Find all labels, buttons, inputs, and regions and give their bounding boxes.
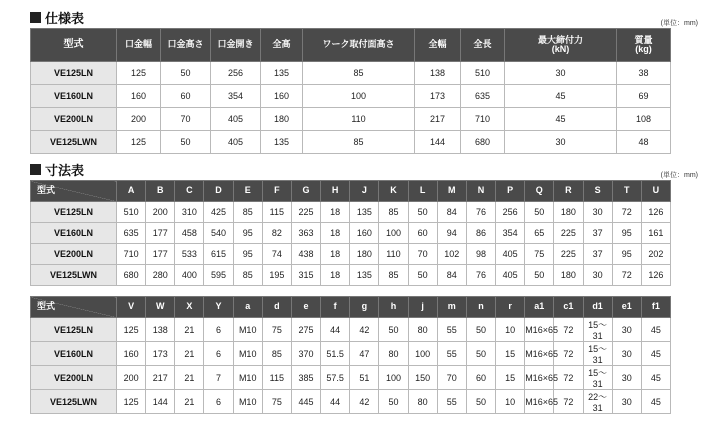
- spec-value-cell: 85: [303, 131, 415, 154]
- model-name-cell: VE125LN: [31, 62, 117, 85]
- dim-value-cell: 95: [233, 223, 262, 244]
- dim-value-cell: 15: [496, 366, 525, 390]
- spec-value-cell: 50: [161, 131, 211, 154]
- dim-value-cell: M16×65: [525, 366, 554, 390]
- spec-value-cell: 256: [211, 62, 261, 85]
- dim-value-cell: 50: [466, 390, 495, 414]
- model-name-cell: VE125LWN: [31, 265, 117, 286]
- dim-value-cell: 225: [554, 223, 583, 244]
- dim-value-cell: 115: [262, 202, 291, 223]
- spec-value-cell: 138: [415, 62, 461, 85]
- dim-value-cell: 45: [641, 390, 670, 414]
- model-name-cell: VE200LN: [31, 108, 117, 131]
- dim-value-cell: 354: [496, 223, 525, 244]
- spec-title: 仕様表: [45, 11, 85, 26]
- dim-value-cell: 126: [641, 202, 670, 223]
- dim-value-cell: 42: [350, 390, 379, 414]
- dim-value-cell: 30: [612, 390, 641, 414]
- dim-value-cell: 135: [350, 202, 379, 223]
- dim-value-cell: 18: [321, 265, 350, 286]
- dim-value-cell: 110: [379, 244, 408, 265]
- dim-value-cell: 18: [321, 244, 350, 265]
- dim-header-cell: f1: [641, 297, 670, 318]
- dim-value-cell: 458: [175, 223, 204, 244]
- dim-value-cell: 95: [612, 223, 641, 244]
- section-square-icon: [30, 12, 41, 23]
- dim-value-cell: 50: [379, 390, 408, 414]
- dim-value-cell: 85: [262, 342, 291, 366]
- dim-value-cell: 45: [641, 318, 670, 342]
- dim-value-cell: 85: [233, 265, 262, 286]
- table-row: [31, 62, 671, 85]
- dim-value-cell: 30: [612, 366, 641, 390]
- spec-value-cell: 50: [161, 62, 211, 85]
- dim-value-cell: 70: [408, 244, 437, 265]
- dim-value-cell: 533: [175, 244, 204, 265]
- dim-value-cell: 438: [291, 244, 320, 265]
- spec-header-cell: ワーク取付面高さ: [303, 29, 415, 62]
- table-row: [31, 108, 671, 131]
- dim-value-cell: 75: [262, 390, 291, 414]
- table-row: [31, 318, 671, 342]
- dim-value-cell: 37: [583, 223, 612, 244]
- dim-value-cell: 84: [437, 202, 466, 223]
- dim-value-cell: 202: [641, 244, 670, 265]
- dim-value-cell: 65: [525, 223, 554, 244]
- dim-header-cell: m: [437, 297, 466, 318]
- dim-value-cell: 200: [146, 202, 175, 223]
- dim-value-cell: 21: [175, 366, 204, 390]
- spec-value-cell: 69: [617, 85, 671, 108]
- dim-header-cell: U: [641, 181, 670, 202]
- spec-value-cell: 30: [505, 62, 617, 85]
- dim-header-cell: d1: [583, 297, 612, 318]
- model-name-cell: VE125LN: [31, 202, 117, 223]
- spec-value-cell: 680: [461, 131, 505, 154]
- spec-value-cell: 510: [461, 62, 505, 85]
- model-name-cell: VE200LN: [31, 366, 117, 390]
- spec-value-cell: 180: [261, 108, 303, 131]
- dim-value-cell: 370: [291, 342, 320, 366]
- dim-header-cell: S: [583, 181, 612, 202]
- model-name-cell: VE200LN: [31, 244, 117, 265]
- table-row: [31, 223, 671, 244]
- dim-value-cell: 95: [233, 244, 262, 265]
- dim-value-cell: 138: [146, 318, 175, 342]
- spec-value-cell: 135: [261, 62, 303, 85]
- spec-value-cell: 135: [261, 131, 303, 154]
- dim-value-cell: 126: [641, 265, 670, 286]
- dim-value-cell: 180: [554, 202, 583, 223]
- dim-value-cell: 510: [117, 202, 146, 223]
- dim-value-cell: 125: [117, 318, 146, 342]
- dim-value-cell: 15～31: [583, 318, 612, 342]
- dim-value-cell: 177: [146, 223, 175, 244]
- dim-value-cell: 102: [437, 244, 466, 265]
- dim-value-cell: 400: [175, 265, 204, 286]
- dim-value-cell: M10: [233, 318, 262, 342]
- dim-value-cell: 22～31: [583, 390, 612, 414]
- dim-value-cell: 80: [379, 342, 408, 366]
- dim-value-cell: 60: [408, 223, 437, 244]
- dim-value-cell: 225: [554, 244, 583, 265]
- dim-value-cell: 595: [204, 265, 233, 286]
- spec-value-cell: 405: [211, 108, 261, 131]
- dim-value-cell: 72: [554, 366, 583, 390]
- dim-header-cell: L: [408, 181, 437, 202]
- dim-header-cell: T: [612, 181, 641, 202]
- dim-value-cell: 82: [262, 223, 291, 244]
- dim-value-cell: 405: [496, 244, 525, 265]
- dim-value-cell: 60: [466, 366, 495, 390]
- dim-value-cell: 180: [554, 265, 583, 286]
- model-name-cell: VE125LN: [31, 318, 117, 342]
- dim-value-cell: M16×65: [525, 390, 554, 414]
- dim-value-cell: 55: [437, 318, 466, 342]
- dim-value-cell: 310: [175, 202, 204, 223]
- dim-value-cell: 37: [583, 244, 612, 265]
- dim-value-cell: 177: [146, 244, 175, 265]
- model-name-cell: VE160LN: [31, 342, 117, 366]
- dim-header-cell: e1: [612, 297, 641, 318]
- dim-header-cell: F: [262, 181, 291, 202]
- table-row: [31, 265, 671, 286]
- dim-value-cell: 50: [379, 318, 408, 342]
- dim-value-cell: 195: [262, 265, 291, 286]
- dim-value-cell: 144: [146, 390, 175, 414]
- dim-value-cell: 125: [117, 390, 146, 414]
- dim-value-cell: 44: [321, 318, 350, 342]
- dim-value-cell: 30: [583, 265, 612, 286]
- dim-header-cell: Y: [204, 297, 233, 318]
- dim-value-cell: 70: [437, 366, 466, 390]
- dim-value-cell: 10: [496, 318, 525, 342]
- dim-value-cell: 363: [291, 223, 320, 244]
- spec-value-cell: 125: [117, 62, 161, 85]
- dims-section-title: [30, 160, 84, 179]
- dim-value-cell: 72: [612, 202, 641, 223]
- spec-header-cell: 全高: [261, 29, 303, 62]
- dim-value-cell: 55: [437, 342, 466, 366]
- dim-value-cell: 15～31: [583, 342, 612, 366]
- dim-header-cell: g: [350, 297, 379, 318]
- dim-value-cell: 280: [146, 265, 175, 286]
- dims-table-1: [30, 180, 671, 286]
- dim-value-cell: M16×65: [525, 318, 554, 342]
- dim-value-cell: 30: [612, 342, 641, 366]
- dim-header-cell: r: [496, 297, 525, 318]
- spec-header-model: 型式: [31, 29, 117, 62]
- dim-header-cell: D: [204, 181, 233, 202]
- dim-value-cell: 6: [204, 390, 233, 414]
- table-row: [31, 202, 671, 223]
- model-name-cell: VE160LN: [31, 223, 117, 244]
- dim-value-cell: 7: [204, 366, 233, 390]
- dim-header-cell: X: [175, 297, 204, 318]
- dim-value-cell: 425: [204, 202, 233, 223]
- dim-header-cell: c1: [554, 297, 583, 318]
- dim-value-cell: 21: [175, 342, 204, 366]
- spec-value-cell: 710: [461, 108, 505, 131]
- spec-value-cell: 60: [161, 85, 211, 108]
- dim-value-cell: 225: [291, 202, 320, 223]
- dim-value-cell: 85: [233, 202, 262, 223]
- spec-value-cell: 144: [415, 131, 461, 154]
- spec-header-cell: 口金幅: [117, 29, 161, 62]
- dim-value-cell: 50: [408, 265, 437, 286]
- dims-title: 寸法表: [45, 163, 85, 178]
- dim-value-cell: 72: [612, 265, 641, 286]
- dim-value-cell: 50: [466, 342, 495, 366]
- dim-value-cell: 30: [612, 318, 641, 342]
- dim-value-cell: 95: [612, 244, 641, 265]
- dim-value-cell: 55: [437, 390, 466, 414]
- dim-value-cell: 21: [175, 390, 204, 414]
- dim-header-cell: V: [117, 297, 146, 318]
- dim-value-cell: 72: [554, 342, 583, 366]
- dims-table-2: [30, 296, 671, 414]
- spec-value-cell: 108: [617, 108, 671, 131]
- section-square-icon: [30, 164, 41, 175]
- dim-header-cell: R: [554, 181, 583, 202]
- dim-header-cell: j: [408, 297, 437, 318]
- spec-value-cell: 217: [415, 108, 461, 131]
- dim-value-cell: 94: [437, 223, 466, 244]
- spec-value-cell: 48: [617, 131, 671, 154]
- spec-value-cell: 125: [117, 131, 161, 154]
- dim-value-cell: 15: [496, 342, 525, 366]
- spec-unit-note: (単位：mm): [660, 20, 698, 27]
- dim-value-cell: M10: [233, 342, 262, 366]
- dim-value-cell: 80: [408, 318, 437, 342]
- spec-value-cell: 70: [161, 108, 211, 131]
- dim-header-cell: e: [291, 297, 320, 318]
- dim-value-cell: 50: [525, 202, 554, 223]
- dim-value-cell: 200: [117, 366, 146, 390]
- table-row: [31, 390, 671, 414]
- dim-value-cell: 21: [175, 318, 204, 342]
- dim-value-cell: 76: [466, 265, 495, 286]
- spec-header-cell: 最大締付力 (kN): [505, 29, 617, 62]
- model-corner-header: 型式: [31, 297, 117, 318]
- dim-value-cell: 45: [641, 366, 670, 390]
- dim-value-cell: 85: [379, 202, 408, 223]
- dim-header-cell: H: [321, 181, 350, 202]
- table-row: [31, 131, 671, 154]
- dim-value-cell: 100: [379, 366, 408, 390]
- dim-header-cell: C: [175, 181, 204, 202]
- spec-header-cell: 全長: [461, 29, 505, 62]
- model-name-cell: VE125LWN: [31, 390, 117, 414]
- dim-value-cell: 47: [350, 342, 379, 366]
- spec-header-cell: 質量 (kg): [617, 29, 671, 62]
- dim-value-cell: 256: [496, 202, 525, 223]
- dim-value-cell: 100: [379, 223, 408, 244]
- spec-value-cell: 85: [303, 62, 415, 85]
- dim-header-cell: a: [233, 297, 262, 318]
- dim-header-cell: h: [379, 297, 408, 318]
- dim-value-cell: 6: [204, 318, 233, 342]
- spec-value-cell: 45: [505, 108, 617, 131]
- dim-value-cell: 680: [117, 265, 146, 286]
- model-corner-header: 型式: [31, 181, 117, 202]
- dim-value-cell: 18: [321, 223, 350, 244]
- model-name-cell: VE160LN: [31, 85, 117, 108]
- spec-header-cell: 口金開き: [211, 29, 261, 62]
- dim-value-cell: 84: [437, 265, 466, 286]
- dim-header-cell: a1: [525, 297, 554, 318]
- dim-value-cell: 173: [146, 342, 175, 366]
- dim-value-cell: 10: [496, 390, 525, 414]
- dim-header-cell: K: [379, 181, 408, 202]
- table-row: [31, 244, 671, 265]
- dim-value-cell: 160: [117, 342, 146, 366]
- spec-value-cell: 100: [303, 85, 415, 108]
- spec-value-cell: 38: [617, 62, 671, 85]
- spec-value-cell: 200: [117, 108, 161, 131]
- spec-value-cell: 30: [505, 131, 617, 154]
- dim-value-cell: 50: [525, 265, 554, 286]
- dim-header-cell: f: [321, 297, 350, 318]
- spec-value-cell: 173: [415, 85, 461, 108]
- spec-value-cell: 354: [211, 85, 261, 108]
- dim-value-cell: 75: [525, 244, 554, 265]
- dim-value-cell: 445: [291, 390, 320, 414]
- dim-value-cell: 75: [262, 318, 291, 342]
- dim-value-cell: 100: [408, 342, 437, 366]
- spec-value-cell: 160: [117, 85, 161, 108]
- dim-value-cell: 405: [496, 265, 525, 286]
- dim-value-cell: 44: [321, 390, 350, 414]
- dim-value-cell: 50: [408, 202, 437, 223]
- dim-header-cell: d: [262, 297, 291, 318]
- dim-value-cell: 540: [204, 223, 233, 244]
- dim-value-cell: 51: [350, 366, 379, 390]
- dim-value-cell: 85: [379, 265, 408, 286]
- dim-value-cell: 45: [641, 342, 670, 366]
- dim-header-cell: P: [496, 181, 525, 202]
- spec-value-cell: 405: [211, 131, 261, 154]
- dim-value-cell: 161: [641, 223, 670, 244]
- model-name-cell: VE125LWN: [31, 131, 117, 154]
- dim-value-cell: 76: [466, 202, 495, 223]
- spec-value-cell: 110: [303, 108, 415, 131]
- dim-header-cell: E: [233, 181, 262, 202]
- spec-header-cell: 口金高さ: [161, 29, 211, 62]
- dim-value-cell: 15～31: [583, 366, 612, 390]
- dims-unit-note: (単位：mm): [660, 172, 698, 179]
- dim-value-cell: 18: [321, 202, 350, 223]
- dim-value-cell: 315: [291, 265, 320, 286]
- table-row: [31, 366, 671, 390]
- dim-header-cell: G: [291, 181, 320, 202]
- spec-header-cell: 全幅: [415, 29, 461, 62]
- dim-value-cell: 72: [554, 318, 583, 342]
- dim-header-cell: W: [146, 297, 175, 318]
- dim-header-cell: M: [437, 181, 466, 202]
- dim-value-cell: 30: [583, 202, 612, 223]
- spec-value-cell: 45: [505, 85, 617, 108]
- spec-value-cell: 635: [461, 85, 505, 108]
- dim-header-cell: N: [466, 181, 495, 202]
- dim-value-cell: 275: [291, 318, 320, 342]
- dim-value-cell: 80: [408, 390, 437, 414]
- dim-value-cell: 160: [350, 223, 379, 244]
- dim-value-cell: 72: [554, 390, 583, 414]
- dim-value-cell: 50: [466, 318, 495, 342]
- dim-value-cell: 150: [408, 366, 437, 390]
- dim-value-cell: 635: [117, 223, 146, 244]
- table-row: [31, 85, 671, 108]
- spec-section-title: [30, 8, 84, 27]
- dim-value-cell: 42: [350, 318, 379, 342]
- dim-value-cell: 385: [291, 366, 320, 390]
- dim-header-cell: Q: [525, 181, 554, 202]
- dim-value-cell: M10: [233, 366, 262, 390]
- spec-table: [30, 28, 671, 154]
- dim-value-cell: 74: [262, 244, 291, 265]
- spec-value-cell: 160: [261, 85, 303, 108]
- dim-header-cell: A: [117, 181, 146, 202]
- dim-value-cell: M16×65: [525, 342, 554, 366]
- dim-value-cell: 51.5: [321, 342, 350, 366]
- dim-value-cell: 710: [117, 244, 146, 265]
- table-row: [31, 342, 671, 366]
- dim-value-cell: M10: [233, 390, 262, 414]
- dim-value-cell: 115: [262, 366, 291, 390]
- dim-value-cell: 98: [466, 244, 495, 265]
- dim-value-cell: 217: [146, 366, 175, 390]
- dim-value-cell: 135: [350, 265, 379, 286]
- dim-value-cell: 57.5: [321, 366, 350, 390]
- dim-header-cell: n: [466, 297, 495, 318]
- dim-value-cell: 180: [350, 244, 379, 265]
- dim-value-cell: 6: [204, 342, 233, 366]
- dim-header-cell: B: [146, 181, 175, 202]
- dim-value-cell: 615: [204, 244, 233, 265]
- dim-header-cell: J: [350, 181, 379, 202]
- dim-value-cell: 86: [466, 223, 495, 244]
